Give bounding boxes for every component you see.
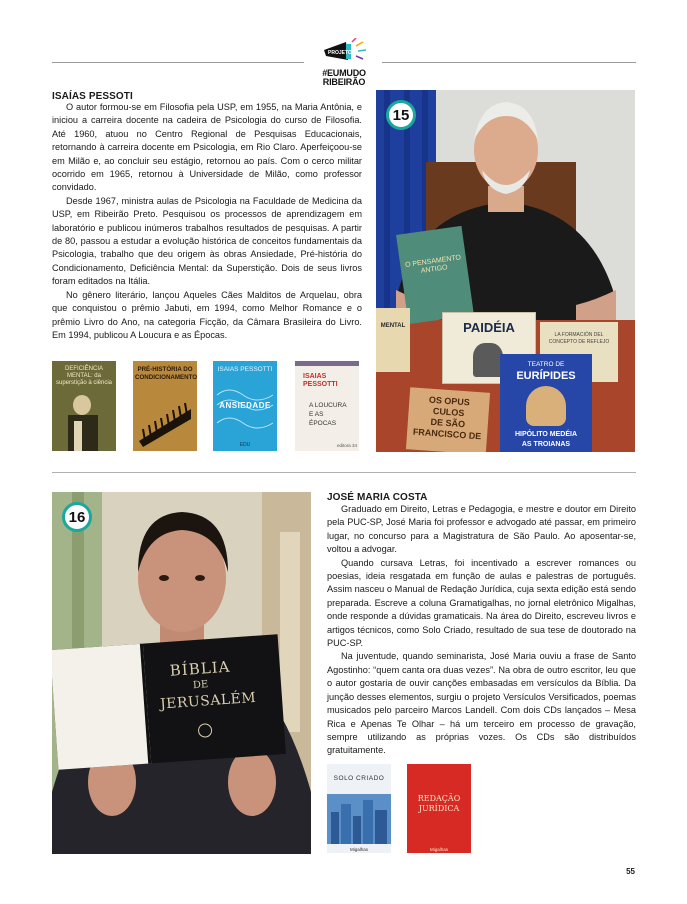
book-cover-publisher: EDU bbox=[239, 442, 251, 448]
book-cover-publisher: Migalhas bbox=[349, 847, 368, 852]
megaphone-icon bbox=[316, 38, 372, 64]
table-book-title-line3: HIPÓLITO MEDÉIA bbox=[514, 431, 578, 438]
figure-illustration bbox=[52, 391, 116, 451]
book-cover-title: DEFICIÊNCIA MENTAL: da superstição à ciência bbox=[55, 366, 113, 386]
jose-maria-costa-photo bbox=[52, 492, 311, 854]
isaias-pessoti-photo bbox=[376, 90, 635, 452]
bible-title-line1: BÍBLIA bbox=[169, 657, 232, 680]
photo-number-badge: 15 bbox=[386, 100, 416, 130]
table-book-title-line4: FRANCISCO DE bbox=[412, 426, 482, 442]
logo-tag-line2: RIBEIRÃO bbox=[322, 77, 366, 87]
section16-name: JOSÉ MARIA COSTA bbox=[327, 492, 428, 503]
book-cover-ansiedade bbox=[213, 361, 277, 451]
table-book-mental bbox=[376, 308, 410, 372]
section15-paragraph-1: O autor formou-se em Filosofia pela USP, em 1955, na Maria Antônia, e iniciou a carreira docente na cadeira de Psicologia do curso de Filosofia. Até 1960, atuou no Centro Regional de Pesquisas Educacionais, retornando à carreira docente em Psicologia, em Rio Claro. Aperfeiçoou-se em Milão e, ao concluir seu estágio, retornou ao país. Com o cerco militar ocorrido em 1965, retornou à Universidade de Milão, como professor convidado. bbox=[52, 102, 362, 193]
book-cover-deficiencia-mental bbox=[52, 361, 116, 451]
book-cover-title: REDAÇÃO JURÍDICA bbox=[417, 794, 461, 813]
book-cover-pre-historia bbox=[133, 361, 197, 451]
skyline-illustration bbox=[327, 794, 391, 844]
book-cover-title: PRÉ-HISTÓRIA DO CONDICIONAMENTO bbox=[135, 366, 197, 381]
book-cover-title: SOLO CRIADO bbox=[333, 775, 385, 782]
table-book-title-line2: EURÍPIDES bbox=[516, 370, 576, 382]
table-book-title-line2: CULOS bbox=[432, 405, 465, 419]
bible-title-line3: JERUSALÉM bbox=[159, 689, 257, 713]
comb-illustration bbox=[133, 389, 197, 449]
section16-paragraph-2: Quando cursava Letras, foi incentivado a escrever romances ou poesias, ideia resgatada em função de aulas e palestras de português. Assim nasceu o Manual de Redação Jurídica, cuja sexta edição está sendo preparada. Escreve a coluna Gramatigalhas, no jornal eletrônico Migalhas, onde responde a dúvidas gramaticais. Na área do Direito, escreveu livros e artigos técnicos, como Solo Criado, resultado de sua tese de doutorado na PUC-SP. bbox=[327, 557, 636, 649]
book-cover-author: ISAIAS PESSOTTI bbox=[217, 366, 273, 373]
page-number: 55 bbox=[626, 867, 635, 876]
table-book-title-line3: DE SÃO bbox=[430, 416, 466, 430]
section16-paragraph-3: Na juventude, quando seminarista, José Maria ouviu a frase de Santo Agostinho: “quem canta ora duas vezes”. Na obra de outro escritor, leu que o autor gostaria de ouvir canções embasadas em versículos da Bíblia. Da junção desses elementos, surgiu o projeto Versículos Versificados, poemas musicados pelo parceiro Marcos Landell. Com dois CDs lançados – Mesa Rica e Apenas Te Olhar – há um terceiro em processo de gravação, sempre utilizando as próprias vozes. Os CDs são distribuídos gratuitamente. bbox=[327, 651, 636, 756]
header-rule-right bbox=[382, 62, 636, 63]
header-rule-left bbox=[52, 62, 304, 63]
section-divider bbox=[52, 472, 636, 473]
photo-number-badge: 16 bbox=[62, 502, 92, 532]
book-cover-author: ISAIAS PESSOTTI bbox=[303, 373, 338, 388]
svg-text:PROJETO: PROJETO bbox=[328, 50, 352, 56]
bible-book bbox=[52, 634, 286, 770]
table-book-title: LA FORMACIÓN DEL CONCEPTO DE REFLEJO bbox=[548, 332, 610, 345]
book-cover-publisher: editora 34 bbox=[336, 443, 357, 448]
book-cover-title: ANSIEDADE bbox=[219, 401, 271, 410]
section15-paragraph-3: No gênero literário, lançou Aqueles Cães Malditos de Arquelau, obra que conquistou o prêmio Jabuti, em 1994, como Melhor Romance e o prêmio Livro do Ano, na categoria Ficção, da Câmara Brasileira do Livro. Em 1994, publicou A Loucura e as Épocas. bbox=[52, 289, 362, 340]
section15-name: ISAÍAS PESSOTI bbox=[52, 91, 133, 102]
table-book-title-line4: AS TROIANAS bbox=[521, 441, 571, 448]
logo-tag-line1: #EUMUDO bbox=[322, 68, 366, 78]
table-book-euripides bbox=[500, 354, 592, 452]
eumudo-logo bbox=[316, 38, 372, 87]
table-book-opusculos bbox=[406, 387, 490, 452]
table-book-title-line1: OS OPUS bbox=[428, 394, 471, 408]
section15-paragraph-2: Desde 1967, ministra aulas de Psicologia na Faculdade de Medicina da USP, em Ribeirão Preto. Pesquisou os processos de aprendizagem em laboratório e publicou inúmeros trabalhos resultados de pesquisas. A partir de 80, passou a estudar a evolução histórica de conceitos fundamentais da Psicologia, trabalho que deu origem às obras Ansiedade, Pré-história do Condicionamento, Deficiência Mental: da Superstição. Dois de seus livros foram editados na Itália. bbox=[52, 195, 362, 287]
book-cover-publisher: Migalhas bbox=[429, 847, 448, 852]
table-book-title: MENTAL bbox=[380, 323, 406, 329]
book-cover-a-loucura bbox=[295, 361, 359, 451]
table-book-title-line1: TEATRO DE bbox=[527, 361, 565, 368]
book-cover-solo-criado bbox=[327, 764, 391, 853]
book-cover-title: A LOUCURA E AS ÉPOCAS bbox=[309, 402, 347, 427]
table-book-title: PAIDÉIA bbox=[463, 320, 515, 335]
section16-body bbox=[327, 503, 636, 758]
book-cover-redacao-juridica bbox=[407, 764, 471, 853]
section16-paragraph-1: Graduado em Direito, Letras e Pedagogia, e mestre e doutor em Direito pela PUC-SP, José Maria foi professor e advogado até passar, em primeiro lugar, no concurso para a Magistratura de São Paulo. Ao aposentar-se, voltou a advogar. bbox=[327, 504, 636, 555]
bible-title-line2: DE bbox=[192, 679, 209, 692]
section15-body bbox=[52, 101, 362, 342]
bible-emblem-icon bbox=[198, 723, 213, 738]
table-book-title: O PENSAMENTO ANTIGO bbox=[404, 254, 462, 275]
